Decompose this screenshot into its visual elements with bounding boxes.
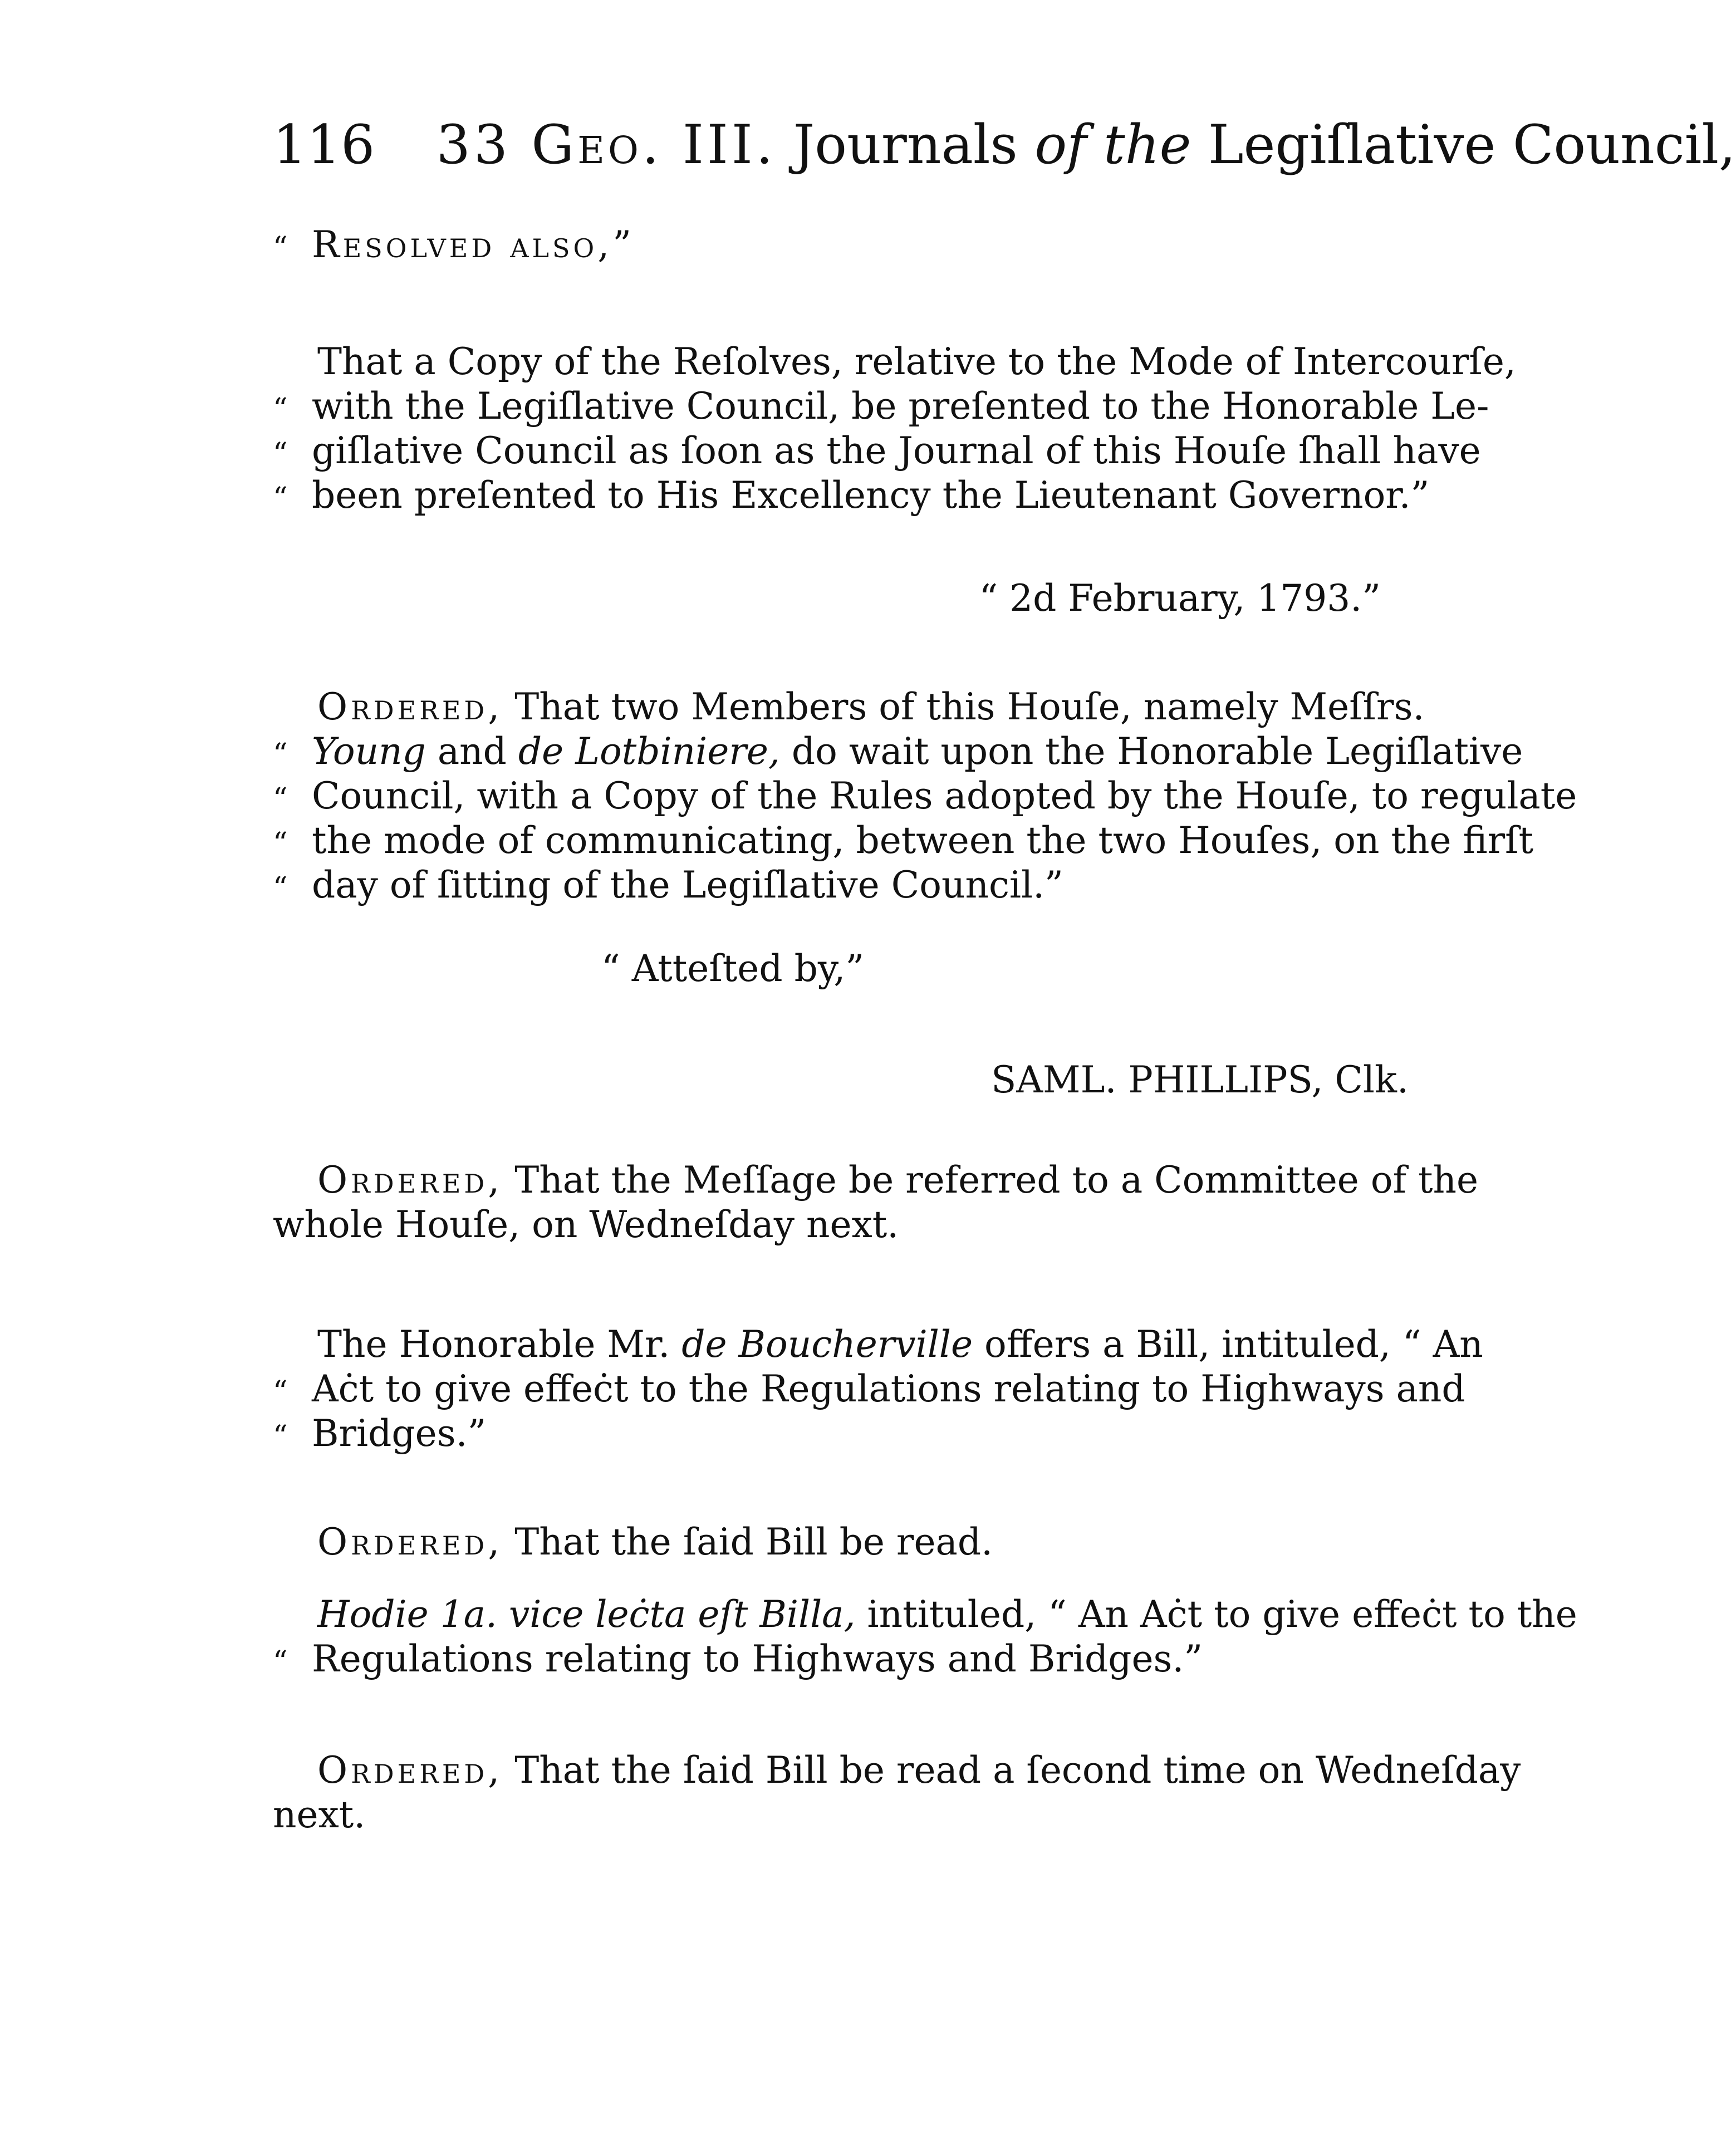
ordered-keyword: Ordered,	[317, 685, 503, 728]
member-de-lotbiniere: de Lotbiniere,	[518, 730, 780, 773]
regnal-year: 33 Geo. III.	[436, 114, 777, 176]
header-title-of-the: of the	[1034, 114, 1191, 176]
quote-mark: “	[273, 482, 288, 515]
bill-offer-line-1: offers a Bill, intituled, “ An	[984, 1323, 1483, 1366]
ordered-members-line-2: do wait upon the Honorable Legiſlative	[791, 730, 1523, 773]
ordered-message-line-1: That the Meſſage be referred to a Committee of the	[514, 1159, 1479, 1201]
ordered-members-line-1: That two Members of this Houſe, namely Meſſrs.	[514, 685, 1425, 728]
bill-offer-start: The Honorable Mr.	[317, 1323, 670, 1366]
quote-mark: “	[273, 871, 288, 905]
hodie-latin: Hodie 1a. vice leċta eſt Billa,	[317, 1593, 856, 1636]
ordered-second-line-2: next.	[273, 1793, 366, 1836]
running-header	[273, 111, 1736, 178]
hodie-paragraph	[273, 1592, 1577, 1681]
quote-mark: “	[273, 231, 288, 264]
resolve-line-2: with the Legiſlative Council, be preſented to the Honorable Le-	[312, 385, 1489, 428]
resolved-also-heading	[273, 223, 1459, 267]
clerk-signature	[273, 1058, 1409, 1102]
quote-mark: “	[273, 738, 288, 771]
quote-mark: “	[273, 1375, 288, 1409]
ordered-message-paragraph	[273, 1158, 1479, 1247]
page-number: 116	[273, 114, 375, 176]
attested-line	[601, 946, 1047, 991]
ordered-members-paragraph	[273, 685, 1577, 908]
bill-offer-line-3: Bridges.”	[312, 1412, 487, 1455]
member-de-boucherville: de Boucherville	[681, 1323, 973, 1366]
quote-mark: “	[273, 1420, 288, 1453]
quote-mark: “	[273, 437, 288, 470]
ordered-keyword: Ordered,	[317, 1159, 503, 1201]
date-text: “ 2d February, 1793.”	[979, 577, 1381, 620]
quote-mark: “	[273, 393, 288, 426]
hodie-line-1: intituled, “ An Aċt to give effeċt to the	[867, 1593, 1577, 1636]
quote-mark: “	[273, 827, 288, 860]
ordered-keyword: Ordered,	[317, 1521, 503, 1563]
hodie-line-2: Regulations relating to Highways and Bridges.”	[312, 1637, 1203, 1680]
ordered-read-text: That the ſaid Bill be read.	[514, 1521, 993, 1563]
header-title-council: Legiſlative Council,	[1208, 114, 1736, 176]
attested-text: “ Atteſted by,”	[601, 947, 865, 990]
header-title-journals: Journals	[793, 114, 1018, 176]
member-conjunction: and	[437, 730, 507, 773]
resolve-paragraph	[273, 340, 1516, 518]
resolve-line-3: giſlative Council as ſoon as the Journal of this Houſe ſhall have	[312, 429, 1481, 472]
ordered-second-paragraph	[273, 1748, 1521, 1837]
ordered-members-line-3: Council, with a Copy of the Rules adopted by the Houſe, to regulate	[312, 774, 1577, 817]
resolve-line-4: been preſented to His Excellency the Lieutenant Governor.”	[312, 474, 1430, 517]
date-line	[273, 576, 1381, 621]
member-young: Young	[312, 730, 426, 773]
ordered-second-line-1: That the ſaid Bill be read a ſecond time on Wedneſday	[514, 1749, 1521, 1792]
ordered-message-line-2: whole Houſe, on Wedneſday next.	[273, 1203, 899, 1246]
resolved-also-text: Resolved also,”	[312, 223, 635, 266]
ordered-members-line-5: day of ſitting of the Legiſlative Council.”	[312, 864, 1063, 906]
quote-mark: “	[273, 1645, 288, 1679]
ordered-keyword: Ordered,	[317, 1749, 503, 1792]
resolve-line-1: That a Copy of the Reſolves, relative to the Mode of Intercourſe,	[317, 340, 1516, 383]
quote-mark: “	[273, 782, 288, 816]
ordered-members-line-4: the mode of communicating, between the two Houſes, on the firſt	[312, 819, 1534, 862]
bill-offer-paragraph	[273, 1322, 1483, 1456]
bill-offer-line-2: Aċt to give effeċt to the Regulations relating to Highways and	[312, 1367, 1465, 1410]
ordered-read-paragraph	[273, 1520, 1459, 1565]
signature-text: SAML. PHILLIPS, Clk.	[991, 1058, 1409, 1101]
